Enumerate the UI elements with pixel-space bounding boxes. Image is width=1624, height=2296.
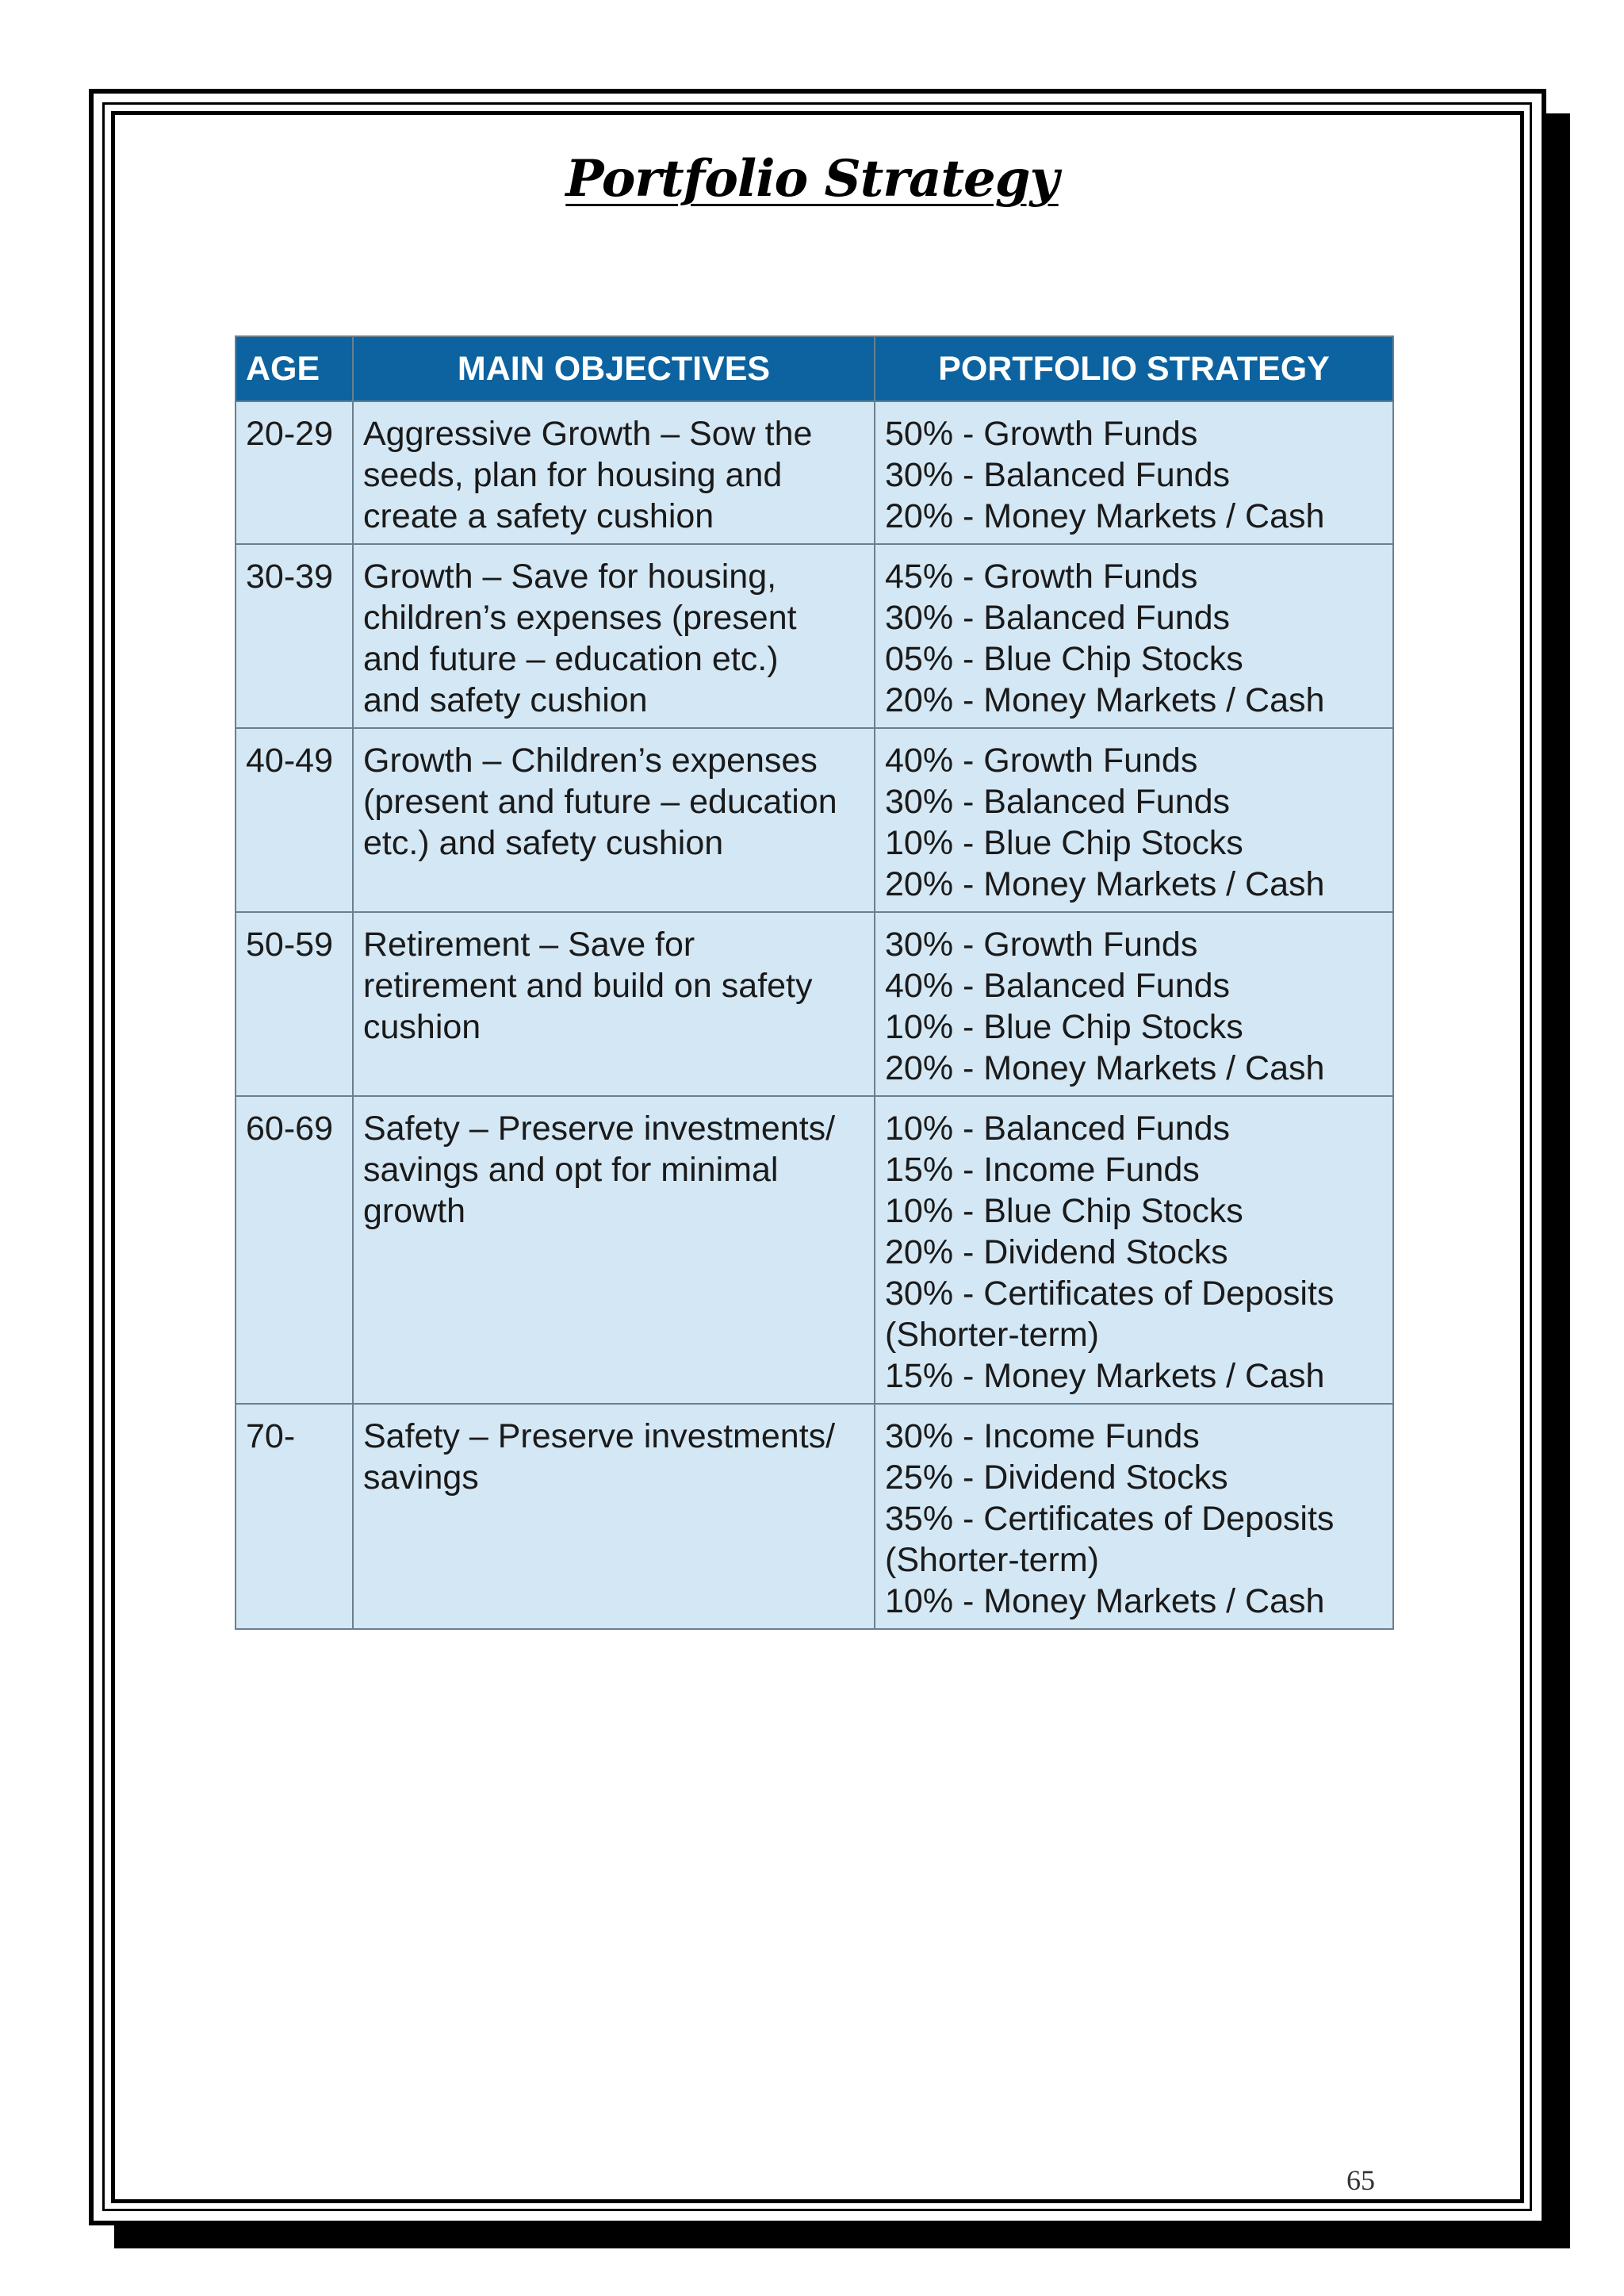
cell-main-objective (353, 1096, 875, 1404)
cell-age: 20-29 (236, 401, 353, 544)
strategy-line: 20% - Dividend Stocks (885, 1233, 1228, 1271)
strategy-line: 30% - Growth Funds (885, 926, 1198, 964)
objective-line: cushion (363, 1008, 481, 1046)
portfolio-strategy-table (235, 335, 1394, 1630)
strategy-line: 10% - Blue Chip Stocks (885, 824, 1243, 862)
objective-line: Safety – Preserve investments/ (363, 1417, 836, 1455)
table-row (236, 544, 1393, 728)
strategy-line: 05% - Blue Chip Stocks (885, 640, 1243, 678)
table-body (236, 401, 1393, 1629)
objective-line: Aggressive Growth – Sow the (363, 415, 813, 453)
strategy-line: 25% - Dividend Stocks (885, 1458, 1228, 1497)
strategy-line: 20% - Money Markets / Cash (885, 497, 1325, 535)
objective-line: create a safety cushion (363, 497, 714, 535)
header-age: AGE (236, 336, 353, 401)
objective-line: Retirement – Save for (363, 926, 695, 964)
objective-line: growth (363, 1192, 466, 1230)
cell-portfolio-strategy (875, 1404, 1393, 1629)
strategy-line: 40% - Growth Funds (885, 742, 1198, 780)
cell-age: 40-49 (236, 728, 353, 912)
table-row (236, 1096, 1393, 1404)
objective-line: children’s expenses (present (363, 599, 797, 637)
strategy-line: 20% - Money Markets / Cash (885, 681, 1325, 719)
objective-line: and future – education etc.) (363, 640, 779, 678)
objective-line: retirement and build on safety (363, 967, 813, 1005)
cell-portfolio-strategy (875, 544, 1393, 728)
strategy-line: 15% - Income Funds (885, 1151, 1200, 1189)
objective-line: (present and future – education (363, 783, 837, 821)
cell-main-objective (353, 912, 875, 1096)
strategy-line: 20% - Money Markets / Cash (885, 1049, 1325, 1087)
objective-line: savings (363, 1458, 479, 1497)
table-row (236, 1404, 1393, 1629)
objective-line: Safety – Preserve investments/ (363, 1110, 836, 1148)
strategy-line: 10% - Blue Chip Stocks (885, 1192, 1243, 1230)
strategy-line: 10% - Money Markets / Cash (885, 1582, 1325, 1620)
strategy-line: 30% - Balanced Funds (885, 456, 1231, 494)
cell-portfolio-strategy (875, 728, 1393, 912)
page-number: 65 (1346, 2164, 1375, 2196)
header-portfolio-strategy: PORTFOLIO STRATEGY (875, 336, 1393, 401)
strategy-line: 15% - Money Markets / Cash (885, 1357, 1325, 1395)
strategy-line: 50% - Growth Funds (885, 415, 1198, 453)
strategy-line: (Shorter-term) (885, 1316, 1099, 1354)
cell-portfolio-strategy (875, 912, 1393, 1096)
objective-line: etc.) and safety cushion (363, 824, 724, 862)
objective-line: savings and opt for minimal (363, 1151, 779, 1189)
objective-line: Growth – Children’s expenses (363, 742, 818, 780)
cell-main-objective (353, 1404, 875, 1629)
strategy-line: 45% - Growth Funds (885, 558, 1198, 596)
table-row (236, 728, 1393, 912)
cell-age: 60-69 (236, 1096, 353, 1404)
strategy-line: 30% - Income Funds (885, 1417, 1200, 1455)
strategy-line: 30% - Balanced Funds (885, 599, 1231, 637)
cell-main-objective (353, 401, 875, 544)
header-main-objectives: MAIN OBJECTIVES (353, 336, 875, 401)
strategy-line: (Shorter-term) (885, 1541, 1099, 1579)
cell-age: 30-39 (236, 544, 353, 728)
page-title: Portfolio Strategy (565, 149, 1059, 209)
objective-line: Growth – Save for housing, (363, 558, 777, 596)
strategy-line: 30% - Certificates of Deposits (885, 1274, 1335, 1313)
cell-main-objective (353, 728, 875, 912)
table-header-row (236, 336, 1393, 401)
cell-main-objective (353, 544, 875, 728)
strategy-line: 40% - Balanced Funds (885, 967, 1231, 1005)
objective-line: seeds, plan for housing and (363, 456, 783, 494)
cell-portfolio-strategy (875, 1096, 1393, 1404)
strategy-line: 35% - Certificates of Deposits (885, 1500, 1335, 1538)
objective-line: and safety cushion (363, 681, 648, 719)
cell-age: 70- (236, 1404, 353, 1629)
table-row (236, 401, 1393, 544)
strategy-line: 30% - Balanced Funds (885, 783, 1231, 821)
strategy-line: 20% - Money Markets / Cash (885, 865, 1325, 903)
strategy-line: 10% - Blue Chip Stocks (885, 1008, 1243, 1046)
cell-portfolio-strategy (875, 401, 1393, 544)
table-row (236, 912, 1393, 1096)
cell-age: 50-59 (236, 912, 353, 1096)
strategy-line: 10% - Balanced Funds (885, 1110, 1231, 1148)
